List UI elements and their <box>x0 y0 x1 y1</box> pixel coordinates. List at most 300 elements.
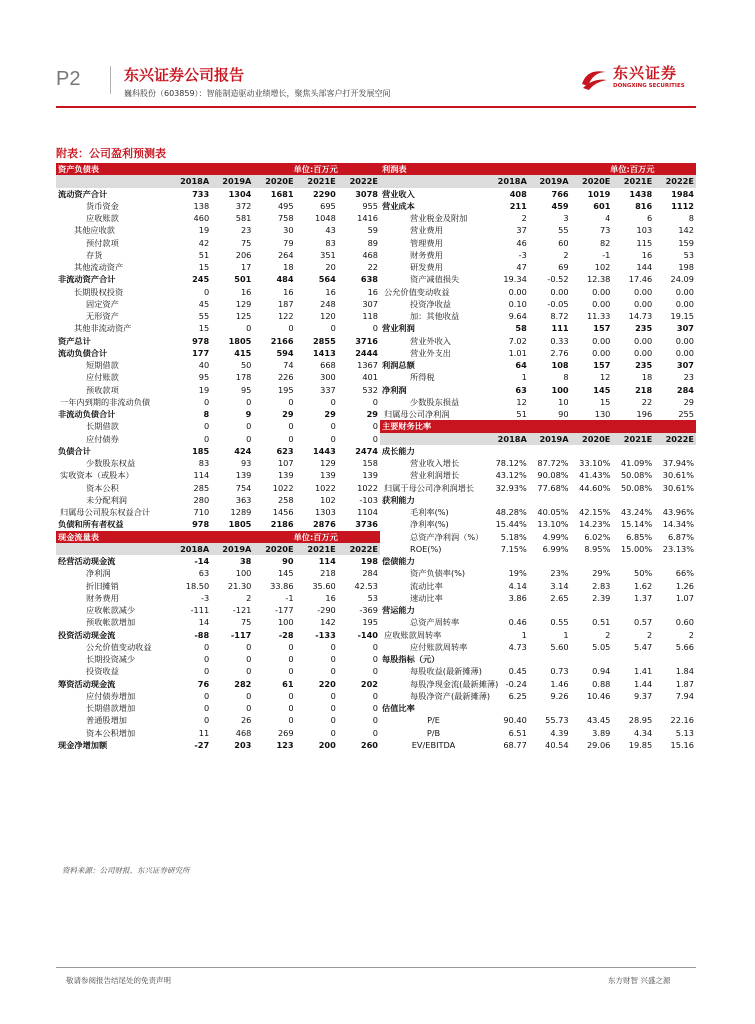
row-label: P/E <box>427 715 440 726</box>
value-cell: 501 <box>234 274 252 285</box>
row-label: 每股净现金流(最新摊薄) <box>410 678 499 689</box>
value-cell: 0 <box>288 654 294 664</box>
table-row <box>380 273 696 285</box>
value-cell: 218 <box>635 384 653 395</box>
value-cell: 0 <box>203 641 210 652</box>
value-cell: 3.14 <box>550 580 569 591</box>
row-label: 营运能力 <box>382 605 415 615</box>
value-cell: 248 <box>320 298 336 309</box>
value-cell: 14.73 <box>628 311 653 321</box>
year-header: 2020E <box>582 433 611 444</box>
value-cell: 4.99% <box>542 531 569 542</box>
row-label: 流动比率 <box>410 580 443 591</box>
value-cell: 260 <box>360 739 378 750</box>
value-cell <box>487 555 529 567</box>
value-cell: 955 <box>362 200 378 211</box>
row-label: 一年内到期的非流动负债 <box>60 396 151 407</box>
value-cell: 29 <box>366 409 378 419</box>
table-row <box>380 212 696 224</box>
table-row <box>380 506 696 518</box>
value-cell: 1289 <box>230 507 252 517</box>
value-cell: 2 <box>605 629 611 640</box>
row-label: 资本公积 <box>86 482 119 493</box>
table-row <box>56 567 380 579</box>
value-cell: -1 <box>602 249 611 260</box>
logo-mark-icon <box>579 64 609 94</box>
value-cell: 0 <box>203 715 210 726</box>
value-cell: 307 <box>676 323 694 334</box>
value-cell: 0 <box>288 703 294 713</box>
row-label: 其他流动资产 <box>74 262 124 272</box>
table-row <box>380 665 696 677</box>
table-row <box>380 739 696 751</box>
row-label: 毛利率(%) <box>410 507 449 517</box>
value-cell: 594 <box>276 347 294 358</box>
value-cell <box>571 445 613 457</box>
value-cell: 53 <box>683 249 694 260</box>
value-cell: 1.01 <box>508 347 527 358</box>
value-cell: 43.24% <box>620 507 653 517</box>
table-row <box>56 359 380 371</box>
value-cell <box>487 494 529 506</box>
value-cell: 5.18% <box>500 531 527 542</box>
value-cell: 0 <box>246 323 252 334</box>
table-row <box>56 371 380 383</box>
value-cell: -111 <box>190 605 210 615</box>
year-header: 2019A <box>539 176 569 187</box>
value-cell: 623 <box>276 445 294 456</box>
value-cell: 1.84 <box>675 666 694 677</box>
value-cell: 264 <box>277 249 294 260</box>
value-cell: 42.15% <box>579 507 611 517</box>
table-row <box>380 200 696 212</box>
value-cell: 1805 <box>228 335 252 346</box>
table-row <box>56 273 380 285</box>
value-cell: 75 <box>240 617 252 628</box>
value-cell: 1.87 <box>675 678 694 689</box>
value-cell: 0.51 <box>592 617 611 628</box>
table-row <box>380 286 696 298</box>
year-header: 2018A <box>180 543 210 554</box>
value-cell: 0 <box>288 396 294 407</box>
value-cell <box>571 494 613 506</box>
value-cell: 0 <box>288 433 294 444</box>
row-label: 利润总额 <box>382 360 415 370</box>
value-cell: 26 <box>240 715 252 726</box>
year-header: 2021E <box>623 176 653 187</box>
row-label: 筹资活动现金流 <box>58 678 116 689</box>
table-row <box>56 604 380 616</box>
value-cell: 2 <box>646 629 653 640</box>
value-cell: 139 <box>362 470 378 481</box>
value-cell: 766 <box>551 188 569 199</box>
value-cell: 0.55 <box>550 617 569 628</box>
row-label: 长期借款增加 <box>86 703 136 713</box>
table-row <box>380 445 696 457</box>
value-cell: 14.34% <box>662 519 694 530</box>
value-cell: 102 <box>320 494 336 505</box>
value-cell: 206 <box>235 249 252 260</box>
value-cell <box>571 702 613 714</box>
value-cell: 2855 <box>312 335 336 346</box>
value-cell: 0 <box>246 654 252 664</box>
value-cell: 93 <box>240 458 252 468</box>
row-label: 折旧摊销 <box>86 580 119 591</box>
value-cell: 40.05% <box>537 507 569 517</box>
table-row <box>56 445 380 457</box>
row-label: 估值比率 <box>382 703 415 713</box>
value-cell: 978 <box>192 335 210 346</box>
value-cell: 1805 <box>228 519 252 530</box>
value-cell: 220 <box>318 678 336 689</box>
value-cell: 0.45 <box>508 666 527 677</box>
value-cell: 10 <box>558 396 569 407</box>
value-cell: 83 <box>198 458 210 468</box>
row-label: 投资收益 <box>86 666 119 677</box>
value-cell: 7.15% <box>500 543 527 554</box>
value-cell: 120 <box>320 311 336 321</box>
year-header-row <box>380 175 696 187</box>
row-label: 未分配利润 <box>86 494 127 505</box>
value-cell: 114 <box>318 556 336 566</box>
value-cell: 211 <box>509 200 527 211</box>
table-row <box>380 592 696 604</box>
forecast-table <box>56 163 696 860</box>
value-cell: 4.73 <box>508 641 527 652</box>
value-cell <box>571 555 613 567</box>
value-cell <box>529 702 571 714</box>
value-cell: 90 <box>282 556 294 566</box>
value-cell: 139 <box>277 470 294 481</box>
report-subtitle: 巍科股份（603859）：智能制造驱动业绩增长，聚焦头部客户打开发展空间 <box>124 89 391 98</box>
value-cell: -27 <box>194 739 210 750</box>
value-cell: 32.93% <box>495 482 527 493</box>
value-cell: 3078 <box>355 188 378 199</box>
value-cell: 2 <box>688 629 694 640</box>
row-label: 应付账款周转率 <box>410 641 468 652</box>
row-label: 少数股东权益 <box>86 458 136 468</box>
value-cell: 203 <box>234 739 252 750</box>
value-cell: 638 <box>360 274 378 285</box>
value-cell: 3736 <box>355 519 378 530</box>
section-header-row <box>380 163 696 175</box>
table-row <box>380 518 696 530</box>
table-row <box>380 482 696 494</box>
value-cell: 16 <box>367 286 378 297</box>
logo-text-en: DONGXING SECURITIES <box>613 83 685 89</box>
value-cell: 78.12% <box>495 458 527 468</box>
value-cell: 74 <box>283 360 294 370</box>
value-cell: 157 <box>593 360 611 370</box>
value-cell: 16 <box>240 286 252 297</box>
value-cell: 0.57 <box>633 617 653 628</box>
table-row <box>380 494 696 506</box>
value-cell: 1 <box>521 372 527 383</box>
value-cell: 139 <box>320 470 336 481</box>
row-label: 所得税 <box>410 372 435 383</box>
table-row <box>56 592 380 604</box>
value-cell: 69 <box>558 262 569 272</box>
value-cell: 11.33 <box>586 311 611 321</box>
source-note: 资料来源：公司财报、东兴证券研究所 <box>62 866 190 875</box>
right-table <box>380 163 696 751</box>
value-cell: 0.94 <box>592 666 611 677</box>
table-row <box>56 555 380 567</box>
table-row <box>56 261 380 273</box>
value-cell: 0.00 <box>675 335 694 346</box>
value-cell <box>529 604 571 616</box>
value-cell: 4.34 <box>633 727 653 738</box>
value-cell: 48.28% <box>495 507 527 517</box>
value-cell: 2 <box>521 213 527 223</box>
value-cell: 115 <box>636 237 653 248</box>
value-cell: 47 <box>516 262 527 272</box>
value-cell: 9 <box>245 409 252 419</box>
value-cell: 90.08% <box>537 470 569 481</box>
value-cell: 14 <box>198 617 210 628</box>
value-cell: 8 <box>688 213 694 223</box>
value-cell <box>612 494 654 506</box>
value-cell: 61 <box>282 678 294 689</box>
value-cell: 139 <box>235 470 252 481</box>
value-cell: 19 <box>198 225 210 236</box>
value-cell: -103 <box>359 494 378 505</box>
value-cell: 17 <box>240 262 252 272</box>
table-row <box>380 555 696 567</box>
table-row <box>56 739 380 751</box>
section-title: 现金流量表 <box>58 531 99 542</box>
value-cell: 0.00 <box>633 335 653 346</box>
value-cell: -177 <box>274 605 294 615</box>
value-cell: 2166 <box>270 335 294 346</box>
value-cell: 0.00 <box>592 286 611 297</box>
value-cell <box>529 494 571 506</box>
table-row <box>380 531 696 543</box>
value-cell: 0 <box>203 690 210 701</box>
value-cell: 95 <box>198 372 210 383</box>
value-cell: 0.00 <box>592 298 611 309</box>
table-row <box>56 518 380 530</box>
value-cell <box>612 702 654 714</box>
value-cell: 12 <box>599 372 611 383</box>
value-cell: 4.39 <box>550 727 569 738</box>
table-row <box>380 702 696 714</box>
value-cell: 0.00 <box>508 286 527 297</box>
value-cell: 0 <box>372 715 378 726</box>
value-cell: -117 <box>230 629 252 640</box>
value-cell: 142 <box>678 225 694 236</box>
value-cell: 157 <box>593 323 611 334</box>
value-cell: 23% <box>550 568 569 579</box>
table-row <box>56 237 380 249</box>
value-cell <box>654 604 696 616</box>
row-label: 长期投资减少 <box>86 654 136 664</box>
value-cell: 145 <box>277 568 294 579</box>
value-cell: 1048 <box>314 213 336 223</box>
value-cell: 158 <box>362 458 378 468</box>
table-title: 附表：公司盈利预测表 <box>56 147 166 160</box>
value-cell: 401 <box>362 372 378 383</box>
table-row <box>56 665 380 677</box>
value-cell: 0 <box>372 666 378 677</box>
row-label: P/B <box>426 727 441 738</box>
value-cell: 363 <box>235 494 252 505</box>
value-cell: 2.83 <box>592 580 611 591</box>
table-row <box>56 224 380 236</box>
value-cell: 0.00 <box>633 347 653 358</box>
value-cell: 35.60 <box>312 580 336 591</box>
report-title: 东兴证券公司报告 <box>124 66 245 84</box>
value-cell: 282 <box>234 678 252 689</box>
table-row <box>56 641 380 653</box>
value-cell: 0 <box>203 703 210 713</box>
table-row <box>380 347 696 359</box>
value-cell: 284 <box>362 568 378 579</box>
value-cell: 0 <box>330 323 336 334</box>
row-label: 投资净收益 <box>410 298 451 309</box>
value-cell: 196 <box>636 409 653 419</box>
value-cell: 6.02% <box>584 531 611 542</box>
row-label: 固定资产 <box>86 298 119 309</box>
value-cell: 1367 <box>357 360 378 370</box>
row-label: 应付债券 <box>86 433 119 444</box>
year-header: 2020E <box>582 176 611 187</box>
value-cell: 15.14% <box>620 519 653 530</box>
value-cell: 4.14 <box>508 580 527 591</box>
value-cell: 40 <box>198 360 210 370</box>
table-row <box>56 702 380 714</box>
value-cell: 51 <box>516 409 527 419</box>
year-header: 2021E <box>307 543 336 554</box>
table-row <box>380 408 696 420</box>
value-cell: 754 <box>235 482 252 493</box>
value-cell: 0.00 <box>592 335 611 346</box>
value-cell: 235 <box>635 323 653 334</box>
row-label: 归属母公司净利润 <box>384 409 450 419</box>
footer-disclaimer: 敬请参阅报告结尾处的免责声明 <box>66 976 171 985</box>
row-label: 净利率(%) <box>410 519 449 530</box>
value-cell: 90.40 <box>503 715 527 726</box>
table-row <box>380 188 696 200</box>
value-cell: 64 <box>515 360 527 370</box>
row-label: 负债和所有者权益 <box>58 519 124 530</box>
year-header: 2022E <box>665 433 694 444</box>
value-cell: 185 <box>192 445 210 456</box>
row-label: 偿债能力 <box>382 556 415 566</box>
value-cell: 50.08% <box>620 470 653 481</box>
value-cell: 0 <box>288 641 294 652</box>
year-header: 2020E <box>265 543 294 554</box>
row-label: 成长能力 <box>382 445 415 456</box>
table-row <box>56 322 380 334</box>
value-cell: -121 <box>232 605 252 615</box>
row-label: 应付账款 <box>86 372 119 383</box>
table-row <box>380 580 696 592</box>
value-cell: 258 <box>277 494 294 505</box>
row-label: 预收款项 <box>86 384 119 395</box>
value-cell: 145 <box>593 384 611 395</box>
value-cell <box>487 445 529 457</box>
row-label: 预收帐款增加 <box>86 617 136 628</box>
value-cell: -14 <box>194 556 210 566</box>
company-logo <box>579 62 693 98</box>
value-cell: -0.24 <box>505 678 527 689</box>
row-label: 营业费用 <box>410 225 443 236</box>
value-cell: -369 <box>359 605 378 615</box>
value-cell: 1443 <box>312 445 336 456</box>
value-cell: 51 <box>198 249 210 260</box>
value-cell: 18 <box>641 372 653 383</box>
value-cell: 16 <box>641 249 653 260</box>
value-cell: 0 <box>330 715 336 726</box>
value-cell: 55 <box>558 225 569 236</box>
value-cell: 18.50 <box>185 580 210 591</box>
value-cell: 0 <box>203 433 210 444</box>
row-label: 其他非流动资产 <box>74 323 132 334</box>
value-cell: 0 <box>246 433 252 444</box>
row-label: 现金净增加额 <box>58 739 108 750</box>
value-cell: 0 <box>372 654 378 664</box>
value-cell: 0 <box>330 396 336 407</box>
value-cell: 495 <box>277 200 294 211</box>
year-header: 2018A <box>180 176 210 187</box>
value-cell: 337 <box>320 384 336 395</box>
value-cell: 1022 <box>314 482 336 493</box>
value-cell: 20 <box>325 262 336 272</box>
row-label: 应收账款周转率 <box>384 629 442 640</box>
value-cell: 0 <box>203 396 210 407</box>
row-label: 营业收入 <box>382 188 415 199</box>
value-cell: 15.16 <box>670 739 694 750</box>
table-row <box>380 653 696 665</box>
value-cell: 351 <box>320 249 336 260</box>
value-cell: 100 <box>235 568 252 579</box>
value-cell: 1 <box>521 629 527 640</box>
value-cell: 5.05 <box>592 641 611 652</box>
value-cell: 107 <box>277 458 294 468</box>
value-cell: 202 <box>360 678 378 689</box>
row-label: 资产总计 <box>58 335 91 346</box>
row-label: 营业利润 <box>382 323 415 334</box>
value-cell: -290 <box>317 605 336 615</box>
value-cell: 0 <box>203 654 210 664</box>
value-cell: 15 <box>198 262 210 272</box>
row-label: 存货 <box>86 249 103 260</box>
value-cell: 75 <box>240 237 252 248</box>
value-cell: 1112 <box>671 200 694 211</box>
year-header: 2020E <box>265 176 294 187</box>
value-cell <box>529 653 571 665</box>
value-cell: 30 <box>283 225 294 236</box>
table-row <box>380 457 696 469</box>
value-cell: 6 <box>646 213 653 223</box>
value-cell: -0.52 <box>547 274 569 285</box>
year-header-row <box>380 433 696 445</box>
value-cell: 1022 <box>357 482 378 493</box>
value-cell: 77.68% <box>537 482 569 493</box>
table-row <box>380 384 696 396</box>
row-label: 速动比率 <box>410 592 443 603</box>
value-cell: 37.94% <box>662 458 694 468</box>
section-header-row <box>380 420 696 432</box>
value-cell: 3716 <box>355 335 378 346</box>
value-cell <box>654 555 696 567</box>
table-row <box>56 212 380 224</box>
row-label: 资产减值损失 <box>410 274 460 285</box>
value-cell: 19% <box>508 568 527 579</box>
row-label: 总资产周转率 <box>410 617 460 628</box>
value-cell: 0 <box>330 641 336 652</box>
